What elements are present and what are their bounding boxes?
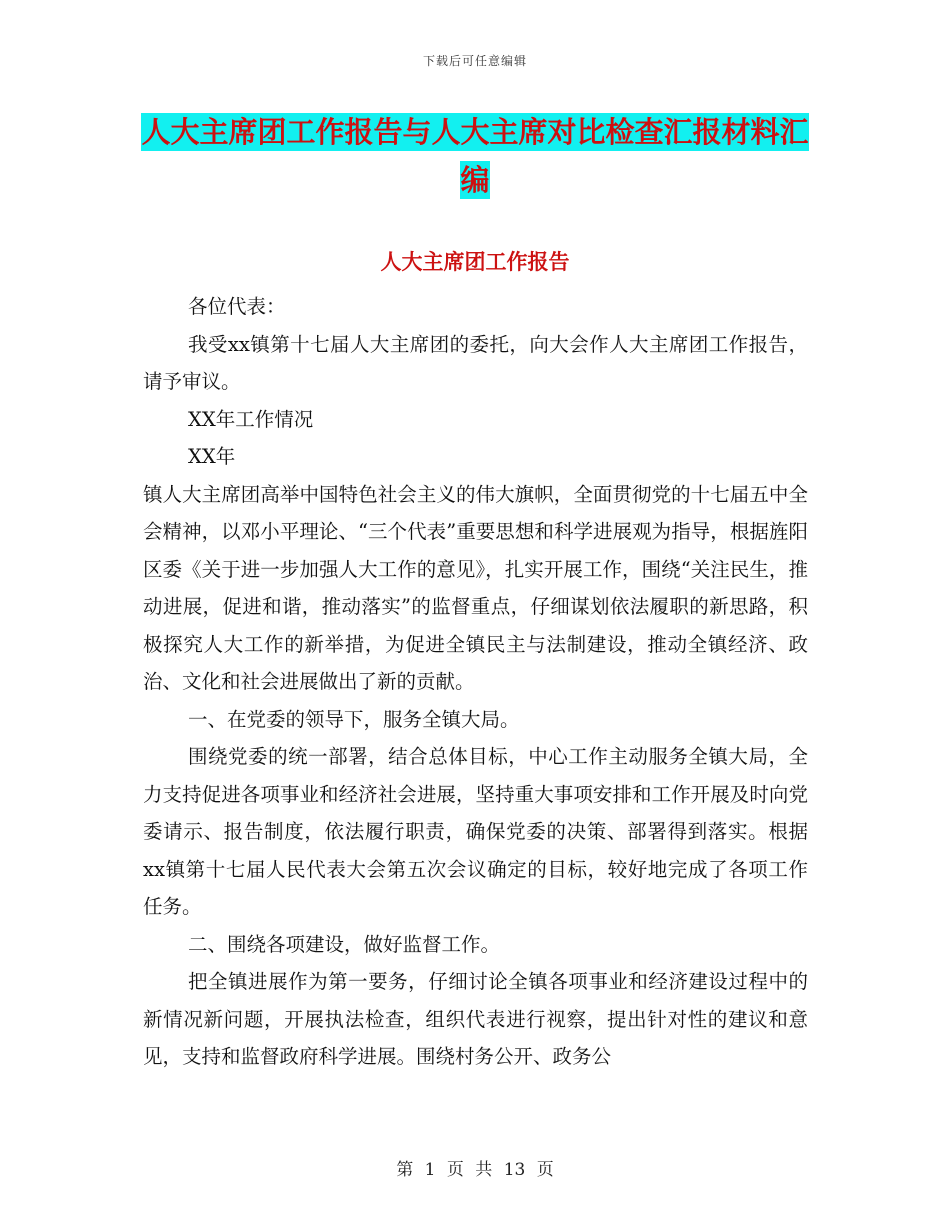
paragraph-year: XX年 [188,445,236,468]
page-header-note: 下载后可任意编辑 [422,54,527,68]
paragraph-heading-work-status: XX年工作情况 [188,407,314,431]
paragraph-salutation: 各位代表： [188,295,286,318]
section-title: 人大主席团工作报告 [380,250,570,274]
page-footer-pagination: 第 1 页 共 13 页 [396,1160,554,1180]
paragraph-heading-one: 一、在党委的领导下，服务全镇大局。 [188,707,520,731]
document-title-text: 人大主席团工作报告与人大主席对比检查汇报材料汇编 [141,115,809,197]
document-title [140,108,810,204]
paragraph-section-one: 围绕党委的统一部署，结合总体目标，中心工作主动服务全镇大局，全力支持促进各项事业和经济社会进展，坚持重大事项安排和工作开展及时向党委请示、报告制度，依法履行职责，确保党委的决策、部署得到落实。根据xx镇第十七届人民代表大会第五次会议确定的目标，较好地完成了各项工作任务。 [143,745,808,918]
paragraph-intro: 我受xx镇第十七届人大主席团的委托，向大会作人大主席团工作报告，请予审议。 [143,332,808,393]
document-body [143,288,808,1076]
paragraph-section-two: 把全镇进展作为第一要务，仔细讨论全镇各项事业和经济建设过程中的新情况新问题，开展执法检查，组织代表进行视察，提出针对性的建议和意见，支持和监督政府科学进展。围绕村务公开、政务公 [143,970,808,1068]
paragraph-heading-two: 二、围绕各项建设，做好监督工作。 [188,932,501,956]
paragraph-summary: 镇人大主席团高举中国特色社会主义的伟大旗帜，全面贯彻党的十七届五中全会精神，以邓小平理论、“三个代表”重要思想和科学进展观为指导，根据旌阳区委《关于进一步加强人大工作的意见》，扎实开展工作，围绕“关注民生，推动进展，促进和谐，推动落实”的监督重点，仔细谋划依法履职的新思路，积极探究人大工作的新举措，为促进全镇民主与法制建设，推动全镇经济、政治、文化和社会进展做出了新的贡献。 [143,482,808,693]
